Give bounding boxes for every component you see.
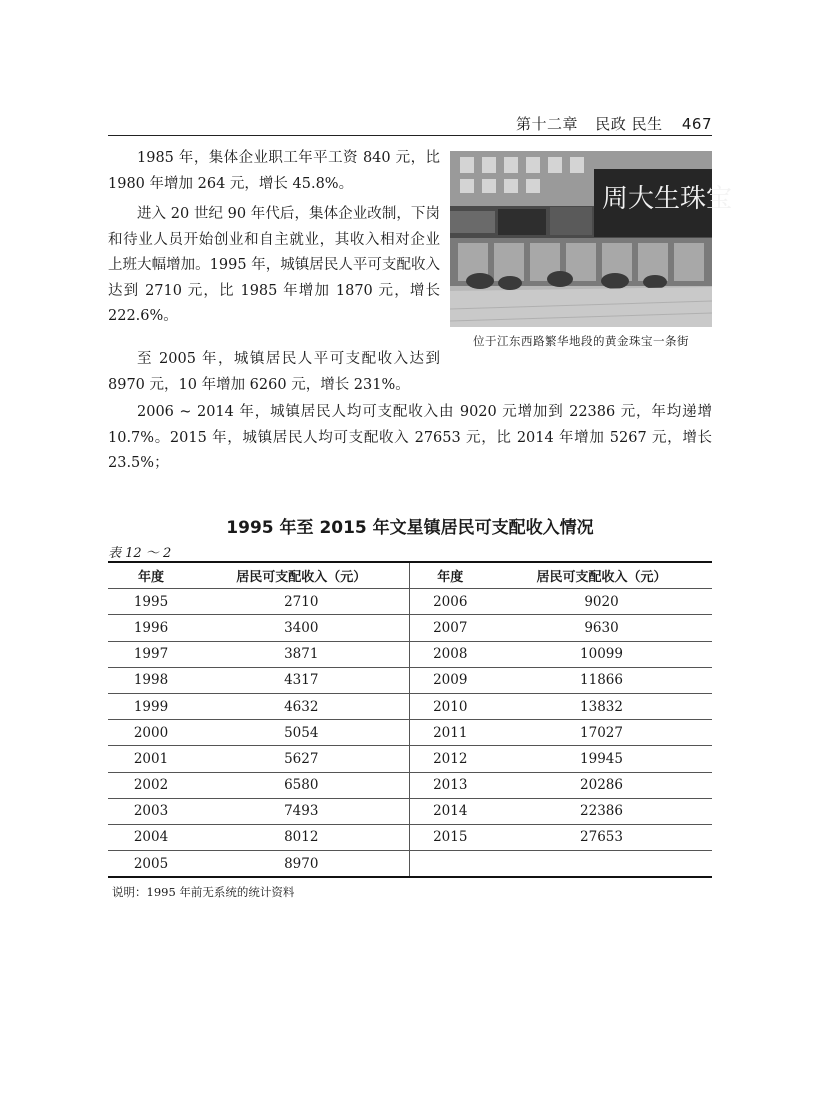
year-cell: 2000	[108, 720, 194, 746]
income-cell: 6580	[194, 772, 409, 798]
table-title: 1995 年至 2015 年文星镇居民可支配收入情况	[226, 518, 594, 538]
year-cell: 1999	[108, 693, 194, 719]
year-cell: 2001	[108, 746, 194, 772]
table-header-row	[108, 562, 712, 589]
table-row	[108, 693, 712, 719]
table-label: 表 12 ～ 2	[108, 546, 172, 561]
paragraph-2005: 至 2005 年，城镇居民人平可支配收入达到 8970 元，10 年增加 6260 元，增长 231%。	[108, 351, 440, 393]
shop-sign-text: 周大生珠宝	[602, 184, 733, 214]
year-cell: 1995	[108, 589, 194, 615]
section-label: 民政 民生	[595, 115, 663, 133]
table-row	[108, 589, 712, 615]
col-income-right: 居民可支配收入（元）	[491, 562, 712, 589]
photo-caption: 位于江东西路繁华地段的黄金珠宝一条街	[473, 334, 689, 348]
income-cell: 8970	[194, 851, 409, 878]
chapter-label: 第十二章	[516, 115, 579, 133]
table-row	[108, 641, 712, 667]
year-cell: 2015	[409, 824, 491, 850]
col-year-left: 年度	[108, 562, 194, 589]
income-cell: 3871	[194, 641, 409, 667]
year-cell: 2003	[108, 798, 194, 824]
running-header	[108, 113, 712, 136]
year-cell: 2009	[409, 667, 491, 693]
year-cell: 1996	[108, 615, 194, 641]
year-cell: 2002	[108, 772, 194, 798]
year-cell: 2004	[108, 824, 194, 850]
year-cell: 2007	[409, 615, 491, 641]
income-cell: 2710	[194, 589, 409, 615]
income-cell: 13832	[491, 693, 712, 719]
income-cell: 27653	[491, 824, 712, 850]
income-cell: 20286	[491, 772, 712, 798]
col-year-right: 年度	[409, 562, 491, 589]
year-cell: 1997	[108, 641, 194, 667]
income-table	[108, 561, 712, 878]
income-cell: 22386	[491, 798, 712, 824]
income-cell: 5627	[194, 746, 409, 772]
income-cell: 10099	[491, 641, 712, 667]
year-cell: 1998	[108, 667, 194, 693]
income-cell: 9020	[491, 589, 712, 615]
paragraph-2006-2015: 2006 ~ 2014 年，城镇居民人均可支配收入由 9020 元增加到 22386 元，年均递增 10.7%。2015 年，城镇居民人均可支配收入 27653 元，比 2014 年增加 5267 元，增长 23.5%；	[108, 404, 712, 471]
table-row	[108, 720, 712, 746]
year-cell: 2011	[409, 720, 491, 746]
year-cell: 2014	[409, 798, 491, 824]
year-cell: 2013	[409, 772, 491, 798]
table-row	[108, 746, 712, 772]
street-photo	[450, 151, 733, 327]
income-cell: 17027	[491, 720, 712, 746]
table-row	[108, 851, 712, 878]
year-cell	[409, 851, 491, 878]
year-cell: 2010	[409, 693, 491, 719]
income-cell: 7493	[194, 798, 409, 824]
paragraph-1990s: 进入 20 世纪 90 年代后，集体企业改制，下岗和待业人员开始创业和自主就业，其收入相对企业上班大幅增加。1995 年，城镇居民人平可支配收入达到 2710 元，比 1985 年增加 1870 元，增长 222.6%。	[108, 206, 440, 324]
income-cell: 19945	[491, 746, 712, 772]
income-cell: 4632	[194, 693, 409, 719]
year-cell: 2005	[133, 855, 169, 872]
col-income-left: 居民可支配收入（元）	[194, 562, 409, 589]
paragraph-1985: 1985 年，集体企业职工年平工资 840 元，比 1980 年增加 264 元，增长 45.8%。	[108, 150, 440, 192]
income-cell: 5054	[194, 720, 409, 746]
table-note: 说明：1995 年前无系统的统计资料	[112, 885, 295, 899]
page-number: 467	[681, 115, 712, 133]
income-cell: 9630	[491, 615, 712, 641]
table-row	[108, 772, 712, 798]
year-cell: 2008	[409, 641, 491, 667]
income-cell: 11866	[491, 667, 712, 693]
table-row	[108, 798, 712, 824]
income-cell: 3400	[194, 615, 409, 641]
table-row	[108, 824, 712, 850]
table-row	[108, 615, 712, 641]
income-cell: 8012	[194, 824, 409, 850]
income-cell: 4317	[194, 667, 409, 693]
year-cell: 2006	[409, 589, 491, 615]
income-cell	[491, 851, 712, 878]
table-row	[108, 667, 712, 693]
year-cell: 2012	[409, 746, 491, 772]
